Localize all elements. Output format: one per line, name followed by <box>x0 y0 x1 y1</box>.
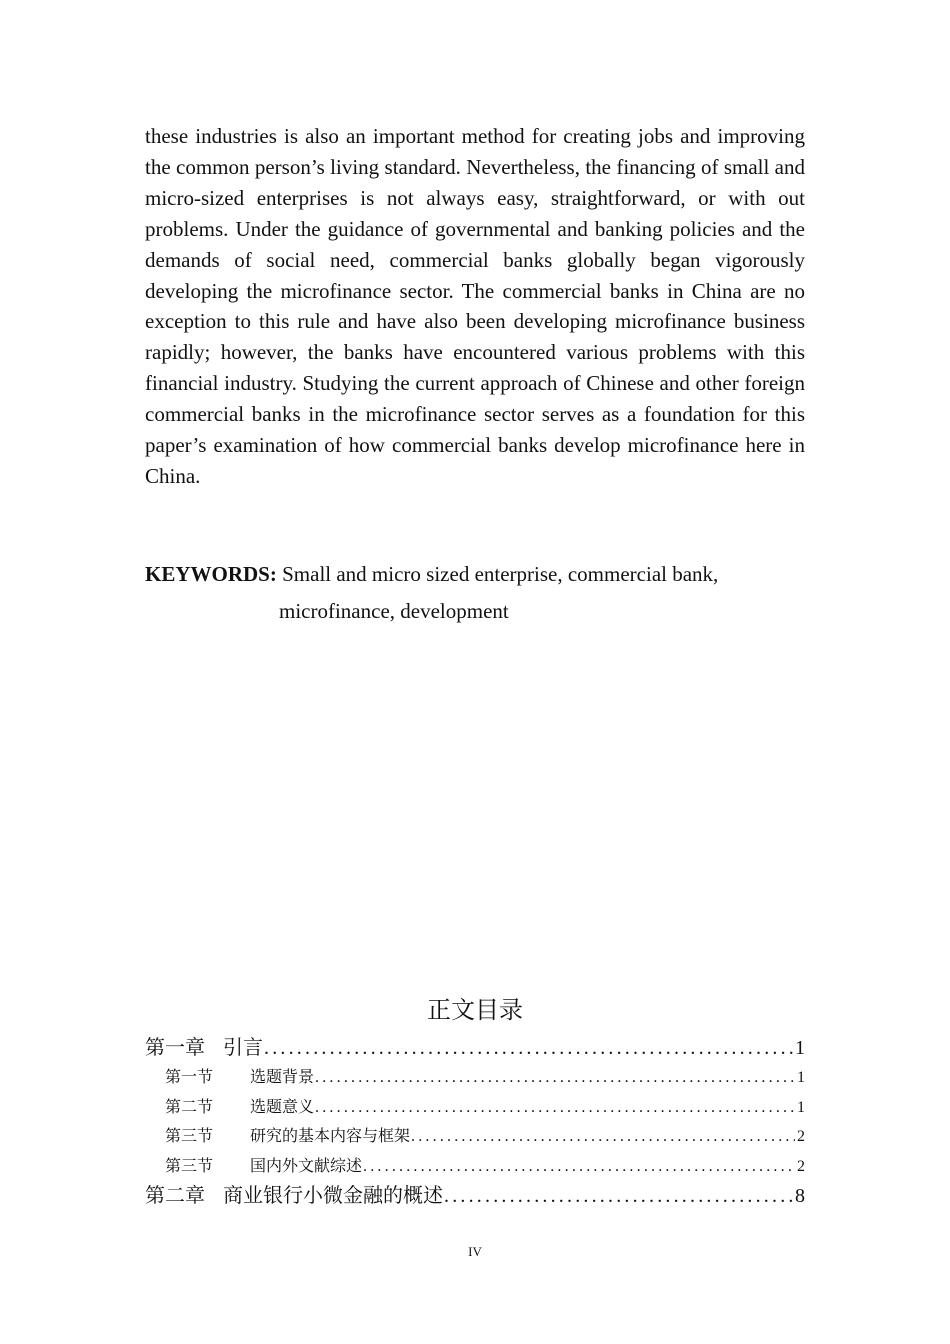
table-of-contents <box>145 1033 805 1211</box>
toc-entry-number: 第二章 <box>145 1185 205 1207</box>
toc-entry-section-1-2[interactable] <box>145 1093 805 1123</box>
toc-entry-number: 第三节 <box>165 1157 214 1175</box>
toc-dot-leader <box>444 1181 793 1211</box>
toc-dot-leader <box>411 1122 795 1152</box>
toc-dot-leader <box>315 1063 795 1093</box>
toc-entry-section-1-4[interactable] <box>145 1152 805 1182</box>
keywords-line-1 <box>145 556 805 593</box>
keywords-block <box>145 556 805 630</box>
abstract-paragraph: these industries is also an important method for creating jobs and improving the common person’s living standard. Nevertheless, the financing of small and micro-sized enterprises is not always easy, straightforward, or with out problems. Under the guidance of governmental and banking policies and the demands of social need, commercial banks globally began vigorously developing the microfinance sector. The commercial banks in China are no exception to this rule and have also been developing microfinance business rapidly; however, the banks have encountered various problems with this financial industry. Studying the current approach of Chinese and other foreign commercial banks in the microfinance sector serves as a foundation for this paper’s examination of how commercial banks develop microfinance here in China. <box>145 124 805 488</box>
toc-dot-leader <box>315 1093 795 1123</box>
toc-entry-page: 1 <box>797 1069 805 1086</box>
toc-entry-section-1-1[interactable] <box>145 1063 805 1093</box>
toc-entry-title: 引言 <box>223 1037 263 1059</box>
keywords-text-1: Small and micro sized enterprise, commercial bank, <box>282 562 719 586</box>
page-number: IV <box>468 1244 482 1259</box>
keywords-label: KEYWORDS: <box>145 562 277 586</box>
toc-entry-title: 商业银行小微金融的概述 <box>223 1185 443 1207</box>
toc-entry-title: 选题意义 <box>250 1098 315 1116</box>
toc-entry-page: 2 <box>797 1157 805 1175</box>
toc-dot-leader <box>264 1033 793 1063</box>
toc-dot-leader <box>363 1152 795 1182</box>
toc-entry-title: 选题背景 <box>250 1069 315 1086</box>
toc-entry-number: 第二节 <box>165 1098 214 1116</box>
keywords-text-2: microfinance, development <box>279 599 509 623</box>
toc-entry-chapter-2[interactable] <box>145 1181 805 1211</box>
toc-entry-number: 第一章 <box>145 1037 205 1059</box>
toc-entry-page: 1 <box>795 1037 805 1059</box>
toc-entry-page: 1 <box>797 1098 805 1116</box>
toc-entry-section-1-3[interactable] <box>145 1122 805 1152</box>
keywords-line-2 <box>145 593 805 630</box>
toc-entry-title: 国内外文献综述 <box>250 1157 363 1175</box>
toc-entry-page: 2 <box>797 1128 805 1145</box>
toc-entry-number: 第一节 <box>165 1069 214 1086</box>
toc-entry-page: 8 <box>795 1185 805 1207</box>
toc-entry-number: 第三节 <box>165 1128 214 1145</box>
toc-entry-title: 研究的基本内容与框架 <box>250 1128 411 1145</box>
toc-title: 正文目录 <box>427 996 523 1024</box>
toc-entry-chapter-1[interactable] <box>145 1033 805 1063</box>
